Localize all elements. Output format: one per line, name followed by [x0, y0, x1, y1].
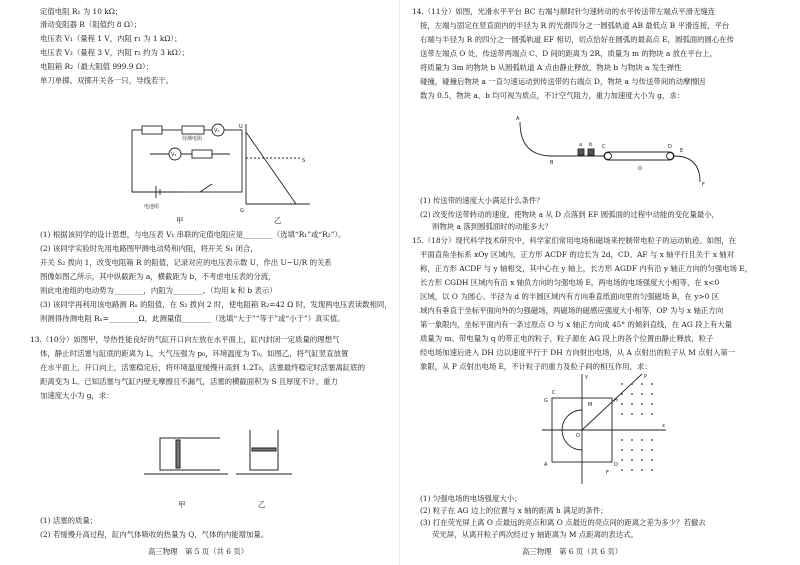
battery-label: 电池组 — [144, 204, 160, 210]
axis-u: U — [239, 124, 243, 130]
text-line: (2) 该同学实验时先用电路图甲测电动势和内阻，将开关 S₁ 闭合， — [40, 244, 258, 253]
text-line: 称，正方形 ACDF 与 y 轴相交，其中心在 y 轴上，长方形 AGDF 内有沿 y 轴正方向的匀强电场 E， — [420, 264, 752, 273]
axis-s: S — [302, 158, 306, 164]
field-figure — [532, 370, 672, 488]
text-line: 象限，从 P 点射出电场 E，不计粒子的重力及粒子间的相互作用，求： — [420, 362, 652, 371]
svg-text:a: a — [579, 142, 583, 148]
cylinder-figure-yi — [234, 424, 294, 484]
svg-text:F: F — [702, 182, 705, 188]
text-line: 送带左端点 O 处，传送带两端点 C、D 间的距离为 2R，质量为 m 的物块 a 放在平台上， — [420, 49, 717, 58]
text-line: 电压表 V₂（量程 3 V，内阻 r₂ 约为 3 kΩ）； — [40, 48, 189, 57]
text-line: 定值电阻 R₁ 为 10 kΩ； — [40, 7, 123, 16]
q15-stem: 15.（18分）现代科学技术研究中，科学家们常用电场和磁场来控制带电粒子的运动轨迹。如图，在 — [412, 236, 737, 245]
q15-sub3b: 荧光屏，从离开粒子两次经过 y 轴距离为 M 点距离的表达式。 — [432, 530, 638, 539]
v2-label: V₂ — [171, 152, 177, 158]
svg-text:M: M — [588, 402, 593, 408]
page-6 — [402, 0, 800, 565]
text-line: 单刀单掷、双掷开关各一只，导线若干。 — [40, 76, 174, 85]
svg-text:E: E — [680, 148, 684, 154]
q15-sub2: (2) 粒子在 AG 边上的位置与 x 轴的距离 h 满足的条件； — [420, 506, 608, 515]
svg-text:A: A — [544, 462, 548, 468]
svg-text:P: P — [644, 374, 648, 380]
q15-sub1: (1) 匀强电场的电场强度大小； — [420, 494, 522, 503]
page-footer-6: 高三物理 第 6 页（共 6 页） — [522, 547, 623, 556]
text-line: 电压表 V₁（量程 1 V，内阻 r₁ 为 1 kΩ）； — [40, 34, 182, 43]
q12-part3: (3) 该同学再利用该电路测 Rₓ 的阻值，在 S₂ 拨向 2 时，使电阻箱 R₂=42 Ω 时，发现两电压表读数相同， — [40, 300, 392, 309]
track-figure — [512, 112, 722, 192]
svg-text:D: D — [614, 462, 618, 468]
fig-caption-jia: 甲 — [176, 216, 184, 225]
q14-stem: 14.（11分）如图，光滑水平平台 BC 右端与顺时针匀速转动的水平传送带左端点平滑无缝连 — [412, 7, 716, 16]
graph-figure — [238, 118, 318, 214]
q13-sub2: (2) 若缓慢升高过程，缸内气体吸收的热量为 Q，气体的内能增加量。 — [40, 530, 269, 539]
v1-label: V₁ — [214, 128, 220, 134]
page-gutter — [399, 0, 400, 565]
q14-sub2: (2) 改变传送带转动的速度，使物块 a 从 D 点落到 EF 圆弧面的过程中动能的变化量最小， — [420, 210, 720, 219]
svg-text:C: C — [602, 144, 606, 150]
q13-sub1: (1) 活塞的质量； — [40, 516, 98, 525]
svg-text:x: x — [662, 423, 665, 429]
dut-label: 待测电阻 — [182, 136, 203, 142]
text-line: 图像如图乙所示，其中纵截距为 a，横截距为 b，不考虑电压表的分流， — [40, 272, 276, 281]
q12-part1: (1) 根据该同学的设计思想，与电压表 V₁ 串联的定值电阻应是________（选填“R₁”或“R₂”）。 — [40, 230, 346, 239]
svg-text:C: C — [552, 390, 556, 396]
text-line: 加速度大小为 g，求： — [40, 391, 114, 400]
svg-text:D: D — [668, 144, 672, 150]
text-line: 域内有垂直于坐标平面向外的匀强磁场，两磁场的磁感应强度大小相等，OP 为与 x 轴正方向 — [420, 306, 724, 315]
text-line: 碰撞，碰撞后物块 a 一直匀速运动到传送带的右端点 D，物块 a 与传送带间的动摩擦因 — [420, 77, 706, 86]
svg-text:O: O — [576, 433, 580, 439]
fig-caption-yi: 乙 — [274, 216, 282, 225]
text-line: 平面直角坐标系 xOy 区域内，正方形 ACDF 的边长为 2d，CD、AF 与 x 轴平行且关于 x 轴对 — [420, 250, 735, 259]
q14-sub1: (1) 传送带的速度大小满足什么条件？ — [420, 196, 544, 205]
text-line: 开关 S₂ 拨向 1，改变电阻箱 R 的阻值，记录对应的电压表示数 U，作出 U−U/R 的关系 — [40, 258, 332, 267]
text-line: 数为 0.5，物块 a、b 均可视为质点，不计空气阻力，重力加速度大小为 g，求： — [420, 91, 685, 100]
gas-caption-yi: 乙 — [258, 500, 266, 509]
svg-text:A: A — [516, 116, 520, 122]
text-line: 质量为 m、带电量为 q 的带正电的粒子，粒子源在 AG 段上的各个位置由静止释放，粒子 — [420, 334, 714, 343]
text-line: 则测得待测电阻 Rₓ=________Ω，此测量值________（选填“大于”“等于”或“小于”）真实值。 — [40, 314, 345, 323]
svg-text:B: B — [550, 160, 554, 166]
page-footer-5: 高三物理 第 5 页（共 6 页） — [148, 547, 249, 556]
text-line: 电阻箱 R₂（最大阻值 999.9 Ω）； — [40, 62, 154, 71]
text-line: 接，左端与固定在竖直面内的半径为 R 的光滑四分之一圆弧轨道 AB 最低点 B 平滑连接，平台 — [420, 21, 730, 30]
q14-sub2b: 则物块 a 落到圆弧面时的动能多大？ — [432, 222, 552, 231]
svg-text:G: G — [544, 398, 548, 404]
text-line: 滑动变阻器 R（阻值约 8 Ω）； — [40, 20, 142, 29]
svg-text:H: H — [614, 398, 618, 404]
text-line: 第一象限内，坐标平面内有一条过原点 O 与 x 轴正方向成 45° 的倾斜直线，在 AG 段上有大量 — [420, 320, 733, 329]
svg-text:O: O — [638, 166, 642, 172]
text-line: 右端与半径为 R 的四分之一圆弧轨道 EF 相切，切点恰好在圆弧的最高点 E，圆弧面的圆心在传 — [420, 35, 735, 44]
text-line: 经电场加速后进入 DH 边以速度平行于 DH 方向射出电场，从 A 点射出的粒子从 M 点射入第一 — [420, 348, 736, 357]
page-5 — [0, 0, 398, 565]
text-line: 距离变为 L。已知活塞与气缸内壁无摩擦且不漏气，活塞的横截面积为 S 且厚度不计，重力 — [40, 377, 338, 386]
q13-stem: 13.（10分）如图甲，导热性能良好的气缸开口向左放在水平面上，缸内封闭一定质量的理想气 — [30, 335, 340, 344]
text-line: 在水平面上，开口向上，活塞稳定后，将环境温度缓慢升高到 1.2T₀，活塞最终稳定时活塞离缸底的 — [40, 363, 366, 372]
text-line: 则此电池组的电动势为________，内阻为________。（均用 k 和 b 表示） — [40, 286, 277, 295]
gas-caption-jia: 甲 — [178, 500, 186, 509]
text-line: 将质量为 3m 的物块 b 从圆弧轨道 A 点由静止释放，物块 b 与物块 a 发生弹性 — [420, 63, 682, 72]
svg-text:F: F — [606, 470, 609, 476]
text-line: 体，静止时活塞与缸底的距离为 L，大气压强为 p₀，环境温度为 T₀。如图乙，将气缸竖直放置 — [40, 349, 349, 358]
axis-g: G — [240, 208, 244, 214]
svg-text:y: y — [585, 374, 588, 380]
cylinder-figure-jia — [140, 424, 232, 484]
q15-sub3: (3) 打在荧光屏上离 O 点最远的亮点和离 O 点最近的亮点间的距离之差为多少？若撤去 — [420, 518, 706, 527]
text-line: 区域，以 O 为圆心、半径为 d 的半圆区域内有方向垂直纸面向里的匀强磁场 B，在 y>0 区 — [420, 292, 720, 301]
text-line: 长方形 CGDH 区域内有沿 x 轴负方向的匀强电场 E，两电场的电场强度大小相等，在 x<0 — [420, 278, 720, 287]
svg-text:b: b — [589, 142, 593, 148]
